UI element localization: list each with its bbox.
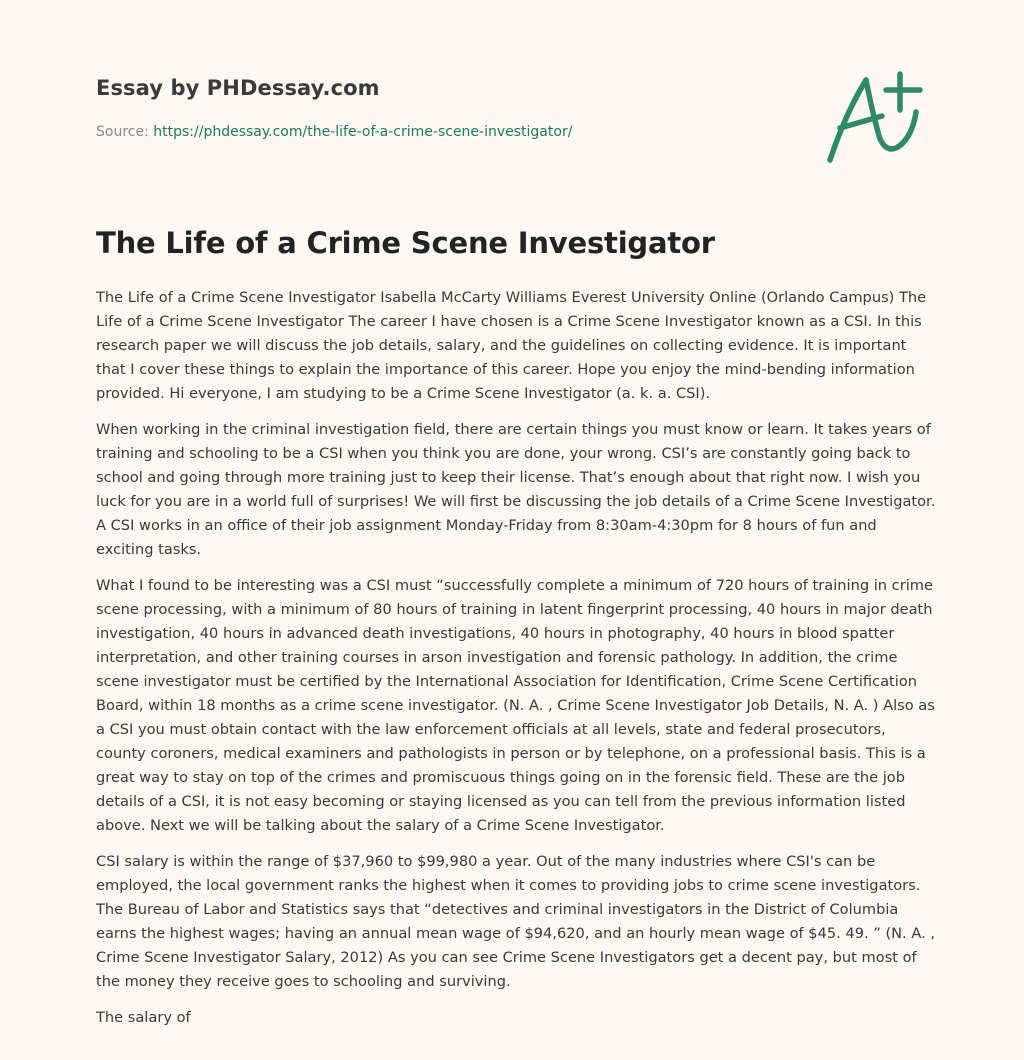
essay-body	[96, 286, 936, 1042]
site-title: Essay by PHDessay.com	[96, 76, 380, 100]
paragraph: When working in the criminal investigation field, there are certain things you must know or learn. It takes years of training and schooling to be a CSI when you think you are done, your wrong. CSI’s are constantly going back to school and going through more training just to keep their license. That’s enough about that right now. I wish you luck for you are in a world full of surprises! We will first be discussing the job details of a Crime Scene Investigator. A CSI works in an office of their job assignment Monday-Friday from 8:30am-4:30pm for 8 hours of fun and exciting tasks.	[96, 421, 936, 558]
paragraph: What I found to be interesting was a CSI must “successfully complete a minimum of 720 hours of training in crime scene processing, with a minimum of 80 hours of training in latent fingerprint processing, 40 hours in major death investigation, 40 hours in advanced death investigations, 40 hours in photography, 40 hours in blood spatter interpretation, and other training courses in arson investigation and forensic pathology. In addition, the crime scene investigator must be certified by the International Association for Identification, Crime Scene Certification Board, within 18 months as a crime scene investigator. (N. A. , Crime Scene Investigator Job Details, N. A. ) Also as a CSI you must obtain contact with the law enforcement officials at all levels, state and federal prosecutors, county coroners, medical examiners and pathologists in person or by telephone, on a professional basis. This is a great way to stay on top of the crimes and promiscuous things going on in the forensic field. These are the job details of a CSI, it is not easy becoming or staying licensed as you can tell from the previous information listed above. Next we will be talking about the salary of a Crime Scene Investigator.	[96, 577, 935, 834]
a-plus-logo-icon	[820, 66, 930, 166]
source-line	[96, 124, 572, 140]
essay-title: The Life of a Crime Scene Investigator	[96, 226, 715, 260]
paragraph: CSI salary is within the range of $37,960 to $99,980 a year. Out of the many industries where CSI's can be employed, the local government ranks the highest when it comes to providing jobs to crime scene investigators. The Bureau of Labor and Statistics says that “detectives and criminal investigators in the District of Columbia earns the highest wages; having an annual mean wage of $94,620, and an hourly mean wage of $45. 49. ” (N. A. , Crime Scene Investigator Salary, 2012) As you can see Crime Scene Investigators get a decent pay, but most of the money they receive goes to schooling and surviving.	[96, 853, 935, 990]
paragraph: The salary of	[96, 1009, 191, 1026]
paragraph: The Life of a Crime Scene Investigator Isabella McCarty Williams Everest University Online (Orlando Campus) The Life of a Crime Scene Investigator The career I have chosen is a Crime Scene Investigator known as a CSI. In this research paper we will discuss the job details, salary, and the guidelines on collecting evidence. It is important that I cover these things to explain the importance of this career. Hope you enjoy the mind-bending information provided. Hi everyone, I am studying to be a Crime Scene Investigator (a. k. a. CSI).	[96, 289, 927, 402]
source-link[interactable]: https://phdessay.com/the-life-of-a-crime-scene-investigator/	[153, 124, 573, 140]
source-label: Source:	[96, 124, 154, 140]
